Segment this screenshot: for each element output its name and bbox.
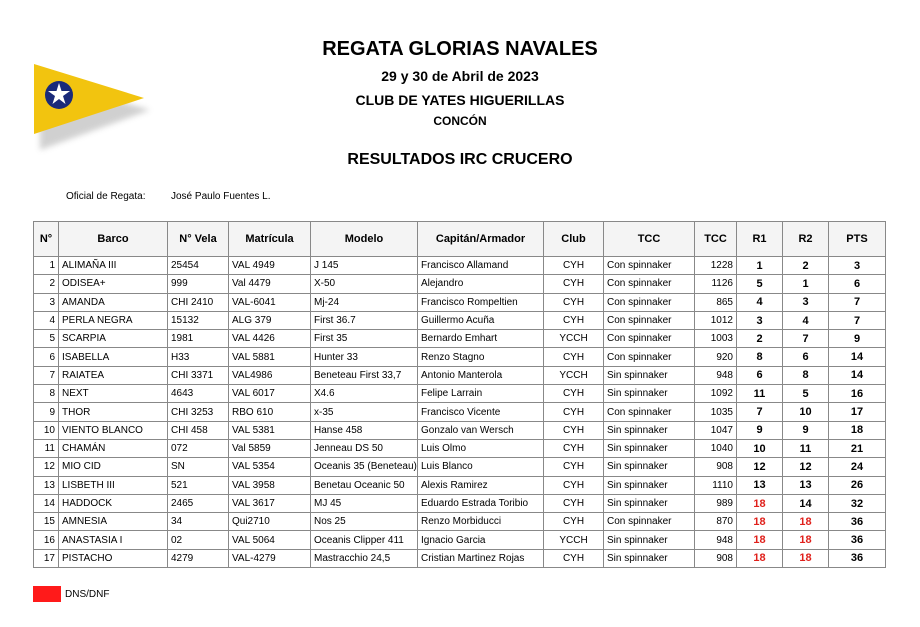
- race2-score: 4: [783, 311, 829, 329]
- tcc-type: Sin spinnaker: [604, 531, 695, 549]
- row-number: 4: [34, 311, 59, 329]
- table-row: [34, 311, 886, 329]
- skipper-owner: Guillermo Acuña: [418, 311, 544, 329]
- total-points: 24: [829, 458, 886, 476]
- sail-number: 4279: [168, 549, 229, 567]
- row-number: 13: [34, 476, 59, 494]
- skipper-owner: Cristian Martinez Rojas: [418, 549, 544, 567]
- event-date: 29 y 30 de Abril de 2023: [381, 68, 539, 84]
- race2-score: 12: [783, 458, 829, 476]
- page-title: REGATA GLORIAS NAVALES: [322, 38, 598, 60]
- total-points: 14: [829, 366, 886, 384]
- col-header-tcc-type: TCC: [604, 222, 695, 257]
- col-header-matricula: Matrícula: [229, 222, 311, 257]
- skipper-owner: Renzo Morbiducci: [418, 513, 544, 531]
- registration: Val 5859: [229, 439, 311, 457]
- boat-model: Nos 25: [311, 513, 418, 531]
- tcc-value: 1035: [695, 403, 737, 421]
- boat-model: Oceanis 35 (Beneteau): [311, 458, 418, 476]
- race2-score: 3: [783, 293, 829, 311]
- tcc-type: Con spinnaker: [604, 403, 695, 421]
- race2-score: 11: [783, 439, 829, 457]
- sail-number: 4643: [168, 385, 229, 403]
- tcc-value: 870: [695, 513, 737, 531]
- row-number: 3: [34, 293, 59, 311]
- tcc-type: Sin spinnaker: [604, 494, 695, 512]
- race1-score: 10: [737, 439, 783, 457]
- table-row: [34, 330, 886, 348]
- tcc-value: 908: [695, 549, 737, 567]
- tcc-type: Sin spinnaker: [604, 421, 695, 439]
- row-number: 10: [34, 421, 59, 439]
- tcc-type: Sin spinnaker: [604, 458, 695, 476]
- race2-score: 10: [783, 403, 829, 421]
- table-row: [34, 385, 886, 403]
- skipper-owner: Luis Blanco: [418, 458, 544, 476]
- registration: ALG 379: [229, 311, 311, 329]
- tcc-value: 948: [695, 366, 737, 384]
- skipper-owner: Ignacio Garcia: [418, 531, 544, 549]
- col-header-barco: Barco: [59, 222, 168, 257]
- tcc-type: Sin spinnaker: [604, 366, 695, 384]
- skipper-owner: Francisco Rompeltien: [418, 293, 544, 311]
- club-code: YCCH: [544, 330, 604, 348]
- sail-number: 25454: [168, 257, 229, 275]
- legend: [33, 586, 109, 602]
- tcc-value: 1003: [695, 330, 737, 348]
- boat-model: X-50: [311, 275, 418, 293]
- race1-score: 12: [737, 458, 783, 476]
- boat-model: Oceanis Clipper 411: [311, 531, 418, 549]
- tcc-value: 1040: [695, 439, 737, 457]
- sail-number: 999: [168, 275, 229, 293]
- table-row: [34, 494, 886, 512]
- boat-name: ISABELLA: [59, 348, 168, 366]
- boat-name: THOR: [59, 403, 168, 421]
- race2-score: 9: [783, 421, 829, 439]
- boat-name: RAIATEA: [59, 366, 168, 384]
- table-row: [34, 531, 886, 549]
- sail-number: CHI 458: [168, 421, 229, 439]
- race2-score: 5: [783, 385, 829, 403]
- registration: VAL 3958: [229, 476, 311, 494]
- boat-model: J 145: [311, 257, 418, 275]
- race2-score: 6: [783, 348, 829, 366]
- club-code: CYH: [544, 421, 604, 439]
- club-code: CYH: [544, 439, 604, 457]
- burgee-flag: [30, 60, 160, 160]
- table-row: [34, 366, 886, 384]
- row-number: 17: [34, 549, 59, 567]
- row-number: 14: [34, 494, 59, 512]
- boat-model: MJ 45: [311, 494, 418, 512]
- race2-score: 8: [783, 366, 829, 384]
- boat-model: First 36.7: [311, 311, 418, 329]
- tcc-value: 948: [695, 531, 737, 549]
- col-header-vela: N° Vela: [168, 222, 229, 257]
- row-number: 12: [34, 458, 59, 476]
- registration: VAL 5354: [229, 458, 311, 476]
- table-row: [34, 257, 886, 275]
- registration: VAL-4279: [229, 549, 311, 567]
- race-official: [66, 191, 271, 202]
- race1-score: 8: [737, 348, 783, 366]
- boat-model: Jenneau DS 50: [311, 439, 418, 457]
- club-name: CLUB DE YATES HIGUERILLAS: [355, 92, 565, 108]
- race1-score: 2: [737, 330, 783, 348]
- official-name: José Paulo Fuentes L.: [171, 191, 271, 202]
- row-number: 8: [34, 385, 59, 403]
- col-header-r1: R1: [737, 222, 783, 257]
- tcc-type: Con spinnaker: [604, 311, 695, 329]
- total-points: 7: [829, 311, 886, 329]
- table-row: [34, 348, 886, 366]
- race2-score: 13: [783, 476, 829, 494]
- tcc-type: Sin spinnaker: [604, 385, 695, 403]
- results-table: [33, 221, 886, 568]
- row-number: 11: [34, 439, 59, 457]
- table-row: [34, 293, 886, 311]
- col-header-n: N°: [34, 222, 59, 257]
- race1-score: 18: [737, 513, 783, 531]
- row-number: 9: [34, 403, 59, 421]
- race1-score: 1: [737, 257, 783, 275]
- table-row: [34, 421, 886, 439]
- boat-model: x-35: [311, 403, 418, 421]
- race2-score: 2: [783, 257, 829, 275]
- sail-number: 34: [168, 513, 229, 531]
- registration: VAL4986: [229, 366, 311, 384]
- row-number: 5: [34, 330, 59, 348]
- race1-score: 4: [737, 293, 783, 311]
- row-number: 7: [34, 366, 59, 384]
- tcc-type: Con spinnaker: [604, 513, 695, 531]
- tcc-value: 1110: [695, 476, 737, 494]
- club-code: CYH: [544, 348, 604, 366]
- tcc-type: Con spinnaker: [604, 257, 695, 275]
- total-points: 17: [829, 403, 886, 421]
- race2-score: 18: [783, 549, 829, 567]
- boat-name: HADDOCK: [59, 494, 168, 512]
- tcc-value: 865: [695, 293, 737, 311]
- race1-score: 9: [737, 421, 783, 439]
- total-points: 16: [829, 385, 886, 403]
- club-code: CYH: [544, 257, 604, 275]
- total-points: 21: [829, 439, 886, 457]
- tcc-type: Con spinnaker: [604, 293, 695, 311]
- table-row: [34, 275, 886, 293]
- row-number: 6: [34, 348, 59, 366]
- race2-score: 18: [783, 513, 829, 531]
- table-row: [34, 439, 886, 457]
- boat-model: X4.6: [311, 385, 418, 403]
- skipper-owner: Gonzalo van Wersch: [418, 421, 544, 439]
- boat-name: NEXT: [59, 385, 168, 403]
- col-header-pts: PTS: [829, 222, 886, 257]
- boat-model: Benetau Oceanic 50: [311, 476, 418, 494]
- tcc-type: Sin spinnaker: [604, 476, 695, 494]
- total-points: 14: [829, 348, 886, 366]
- registration: VAL-6041: [229, 293, 311, 311]
- registration: Qui2710: [229, 513, 311, 531]
- race1-score: 6: [737, 366, 783, 384]
- sail-number: SN: [168, 458, 229, 476]
- sail-number: CHI 2410: [168, 293, 229, 311]
- total-points: 18: [829, 421, 886, 439]
- total-points: 36: [829, 549, 886, 567]
- club-code: CYH: [544, 494, 604, 512]
- club-code: CYH: [544, 311, 604, 329]
- tcc-type: Con spinnaker: [604, 348, 695, 366]
- race1-score: 18: [737, 531, 783, 549]
- total-points: 26: [829, 476, 886, 494]
- official-label: Oficial de Regata:: [66, 191, 146, 202]
- skipper-owner: Alejandro: [418, 275, 544, 293]
- boat-name: VIENTO BLANCO: [59, 421, 168, 439]
- race2-score: 7: [783, 330, 829, 348]
- row-number: 15: [34, 513, 59, 531]
- boat-name: PERLA NEGRA: [59, 311, 168, 329]
- boat-name: ALIMAÑA III: [59, 257, 168, 275]
- tcc-value: 920: [695, 348, 737, 366]
- skipper-owner: Antonio Manterola: [418, 366, 544, 384]
- boat-model: Mastracchio 24,5: [311, 549, 418, 567]
- race2-score: 14: [783, 494, 829, 512]
- table-header-row: [34, 222, 886, 257]
- race1-score: 18: [737, 549, 783, 567]
- registration: RBO 610: [229, 403, 311, 421]
- boat-model: Hanse 458: [311, 421, 418, 439]
- total-points: 32: [829, 494, 886, 512]
- boat-name: AMNESIA: [59, 513, 168, 531]
- club-code: CYH: [544, 275, 604, 293]
- sail-number: 072: [168, 439, 229, 457]
- boat-model: Hunter 33: [311, 348, 418, 366]
- tcc-value: 989: [695, 494, 737, 512]
- skipper-owner: Francisco Vicente: [418, 403, 544, 421]
- tcc-value: 1126: [695, 275, 737, 293]
- table-row: [34, 476, 886, 494]
- skipper-owner: Alexis Ramirez: [418, 476, 544, 494]
- boat-name: PISTACHO: [59, 549, 168, 567]
- registration: Val 4479: [229, 275, 311, 293]
- registration: VAL 5881: [229, 348, 311, 366]
- sail-number: 1981: [168, 330, 229, 348]
- total-points: 6: [829, 275, 886, 293]
- club-code: CYH: [544, 385, 604, 403]
- race1-score: 3: [737, 311, 783, 329]
- race2-score: 18: [783, 531, 829, 549]
- dnf-legend-label: DNS/DNF: [65, 588, 110, 600]
- col-header-capitan: Capitán/Armador: [418, 222, 544, 257]
- col-header-tcc: TCC: [695, 222, 737, 257]
- tcc-value: 908: [695, 458, 737, 476]
- col-header-r2: R2: [783, 222, 829, 257]
- boat-name: ODISEA+: [59, 275, 168, 293]
- tcc-type: Con spinnaker: [604, 330, 695, 348]
- results-subtitle: RESULTADOS IRC CRUCERO: [347, 151, 573, 168]
- boat-name: LISBETH III: [59, 476, 168, 494]
- sail-number: 02: [168, 531, 229, 549]
- boat-name: SCARPIA: [59, 330, 168, 348]
- tcc-value: 1012: [695, 311, 737, 329]
- race1-score: 11: [737, 385, 783, 403]
- boat-model: First 35: [311, 330, 418, 348]
- registration: VAL 5381: [229, 421, 311, 439]
- skipper-owner: Bernardo Emhart: [418, 330, 544, 348]
- boat-model: Beneteau First 33,7: [311, 366, 418, 384]
- table-row: [34, 513, 886, 531]
- race2-score: 1: [783, 275, 829, 293]
- total-points: 3: [829, 257, 886, 275]
- registration: VAL 5064: [229, 531, 311, 549]
- boat-model: Mj-24: [311, 293, 418, 311]
- tcc-value: 1047: [695, 421, 737, 439]
- tcc-type: Sin spinnaker: [604, 549, 695, 567]
- race1-score: 18: [737, 494, 783, 512]
- club-code: CYH: [544, 549, 604, 567]
- sail-number: 2465: [168, 494, 229, 512]
- club-code: CYH: [544, 293, 604, 311]
- row-number: 1: [34, 257, 59, 275]
- club-code: YCCH: [544, 531, 604, 549]
- club-code: CYH: [544, 403, 604, 421]
- total-points: 36: [829, 513, 886, 531]
- row-number: 16: [34, 531, 59, 549]
- race1-score: 13: [737, 476, 783, 494]
- tcc-type: Sin spinnaker: [604, 439, 695, 457]
- sail-number: CHI 3371: [168, 366, 229, 384]
- row-number: 2: [34, 275, 59, 293]
- col-header-club: Club: [544, 222, 604, 257]
- registration: VAL 4426: [229, 330, 311, 348]
- tcc-value: 1092: [695, 385, 737, 403]
- boat-name: ANASTASIA I: [59, 531, 168, 549]
- skipper-owner: Luis Olmo: [418, 439, 544, 457]
- sail-number: 15132: [168, 311, 229, 329]
- sail-number: 521: [168, 476, 229, 494]
- race1-score: 5: [737, 275, 783, 293]
- col-header-modelo: Modelo: [311, 222, 418, 257]
- club-code: CYH: [544, 476, 604, 494]
- boat-name: MIO CID: [59, 458, 168, 476]
- club-code: CYH: [544, 513, 604, 531]
- sail-number: H33: [168, 348, 229, 366]
- sail-number: CHI 3253: [168, 403, 229, 421]
- boat-name: CHAMÁN: [59, 439, 168, 457]
- total-points: 9: [829, 330, 886, 348]
- club-code: CYH: [544, 458, 604, 476]
- tcc-type: Con spinnaker: [604, 275, 695, 293]
- registration: VAL 6017: [229, 385, 311, 403]
- table-row: [34, 403, 886, 421]
- skipper-owner: Francisco Allamand: [418, 257, 544, 275]
- skipper-owner: Eduardo Estrada Toribio: [418, 494, 544, 512]
- race1-score: 7: [737, 403, 783, 421]
- table-row: [34, 458, 886, 476]
- registration: VAL 4949: [229, 257, 311, 275]
- skipper-owner: Felipe Larrain: [418, 385, 544, 403]
- location: CONCÓN: [433, 114, 487, 128]
- dnf-legend-swatch: [33, 586, 61, 602]
- table-row: [34, 549, 886, 567]
- total-points: 7: [829, 293, 886, 311]
- skipper-owner: Renzo Stagno: [418, 348, 544, 366]
- boat-name: AMANDA: [59, 293, 168, 311]
- tcc-value: 1228: [695, 257, 737, 275]
- total-points: 36: [829, 531, 886, 549]
- club-code: YCCH: [544, 366, 604, 384]
- registration: VAL 3617: [229, 494, 311, 512]
